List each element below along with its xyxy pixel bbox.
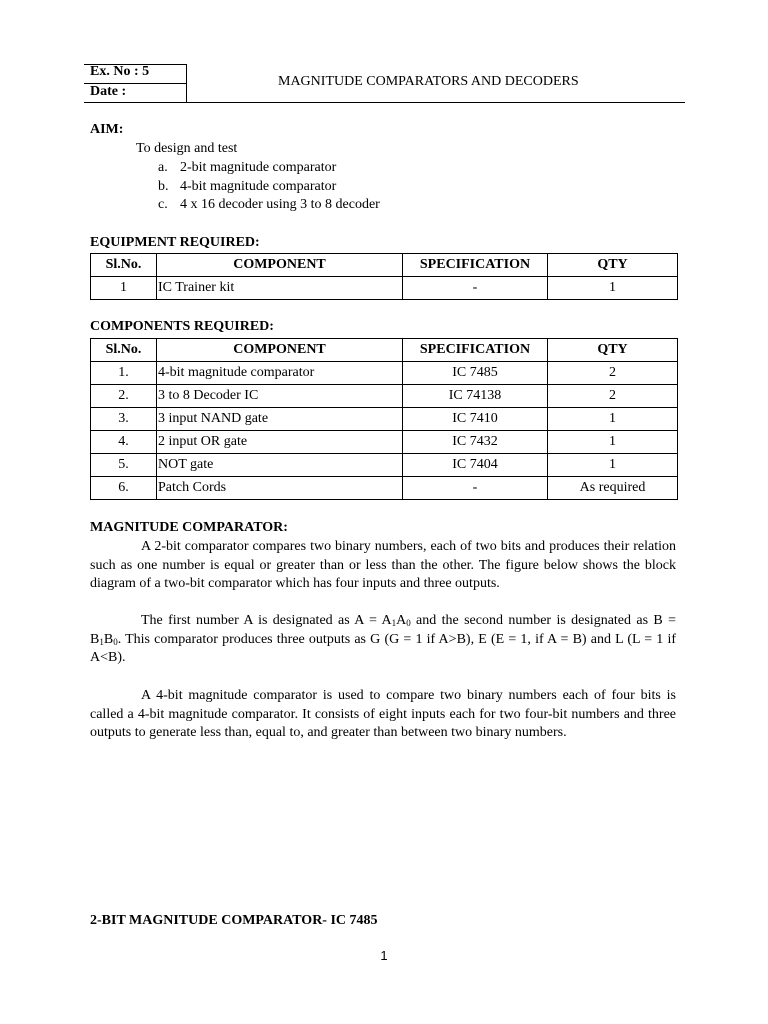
table-cell: 2. (91, 385, 157, 408)
aim-item (158, 197, 380, 213)
table-cell: 3. (91, 408, 157, 431)
table-row (91, 477, 678, 500)
text-run: . This comparator produces three outputs as G (G = 1 if A>B), E (E = 1, if A = B) and L (L = 1 if A<B). (90, 631, 676, 665)
table-row (91, 362, 678, 385)
table-cell: IC 7432 (403, 431, 548, 454)
table-cell: NOT gate (157, 454, 403, 477)
aim-intro: To design and test (136, 141, 238, 156)
exercise-number: Ex. No : 5 (90, 64, 150, 79)
table-cell: IC 74138 (403, 385, 548, 408)
column-header: Sl.No. (91, 254, 157, 277)
table-cell: 1 (548, 431, 678, 454)
table-cell: 1 (548, 277, 678, 300)
table-cell: 3 input NAND gate (157, 408, 403, 431)
equipment-table (90, 253, 678, 300)
table-cell: IC 7404 (403, 454, 548, 477)
aim-item-text: 2-bit magnitude comparator (180, 160, 337, 175)
aim-item-text: 4-bit magnitude comparator (180, 179, 337, 194)
table-cell: 1 (548, 454, 678, 477)
aim-item-marker: c. (158, 197, 168, 212)
table-cell: 2 (548, 362, 678, 385)
table-cell: 6. (91, 477, 157, 500)
column-header: QTY (548, 254, 678, 277)
table-cell: 1 (548, 408, 678, 431)
table-row (91, 408, 678, 431)
text-run: and the second number is designated as B = B (90, 613, 676, 647)
table-cell: IC 7410 (403, 408, 548, 431)
aim-item-text: 4 x 16 decoder using 3 to 8 decoder (180, 197, 380, 212)
table-cell: 4-bit magnitude comparator (157, 362, 403, 385)
table-cell: 1. (91, 362, 157, 385)
table-cell: 4. (91, 431, 157, 454)
column-header: SPECIFICATION (403, 339, 548, 362)
table-row (91, 277, 678, 300)
table-cell: 2 input OR gate (157, 431, 403, 454)
subscript: 0 (406, 618, 411, 628)
paragraph (90, 612, 676, 668)
table-cell: IC Trainer kit (157, 277, 403, 300)
aim-item-marker: b. (158, 179, 169, 194)
page-number: 1 (380, 948, 388, 963)
table-cell: - (403, 477, 548, 500)
text-run: The first number A is designated as A = A (141, 613, 392, 628)
column-header: COMPONENT (157, 254, 403, 277)
column-header: SPECIFICATION (403, 254, 548, 277)
aim-item-marker: a. (158, 160, 168, 175)
table-cell: 2 (548, 385, 678, 408)
paragraph: A 2-bit comparator compares two binary numbers, each of two bits and produces their relation such as one number is equal or greater than or less than the other. The figure below shows the block diagram of a two-bit comparator which has four inputs and three outputs. (90, 539, 676, 591)
header-divider (186, 64, 187, 102)
subscript: 0 (113, 636, 118, 647)
date-label: Date : (90, 84, 127, 99)
table-header-row (91, 339, 678, 362)
column-header: QTY (548, 339, 678, 362)
table-cell: 3 to 8 Decoder IC (157, 385, 403, 408)
paragraph: A 4-bit magnitude comparator is used to compare two binary numbers each of four bits is called a 4-bit magnitude comparator. It consists of eight inputs each for two four-bit numbers and three outputs to generate less than, equal to, and greater than between two binary numbers. (90, 688, 676, 740)
section-heading: 2-BIT MAGNITUDE COMPARATOR- IC 7485 (90, 913, 378, 928)
table-cell: - (403, 277, 548, 300)
table-row (91, 454, 678, 477)
components-heading: COMPONENTS REQUIRED: (90, 319, 274, 334)
aim-item (158, 179, 336, 195)
table-cell: As required (548, 477, 678, 500)
table-header-row (91, 254, 678, 277)
subscript: 1 (99, 636, 104, 647)
table-row (91, 385, 678, 408)
column-header: COMPONENT (157, 339, 403, 362)
header-rule-bottom (84, 102, 685, 103)
text-run: A (396, 613, 407, 628)
subscript: 1 (391, 618, 397, 628)
aim-item (158, 160, 336, 176)
table-cell: Patch Cords (157, 477, 403, 500)
aim-heading: AIM: (90, 122, 124, 137)
text-run: B (103, 631, 114, 647)
table-cell: IC 7485 (403, 362, 548, 385)
components-table (90, 338, 678, 500)
column-header: Sl.No. (91, 339, 157, 362)
section-heading: MAGNITUDE COMPARATOR: (90, 520, 288, 535)
equipment-heading: EQUIPMENT REQUIRED: (90, 235, 260, 250)
table-row (91, 431, 678, 454)
table-cell: 1 (91, 277, 157, 300)
table-cell: 5. (91, 454, 157, 477)
page-title: MAGNITUDE COMPARATORS AND DECODERS (278, 74, 579, 89)
